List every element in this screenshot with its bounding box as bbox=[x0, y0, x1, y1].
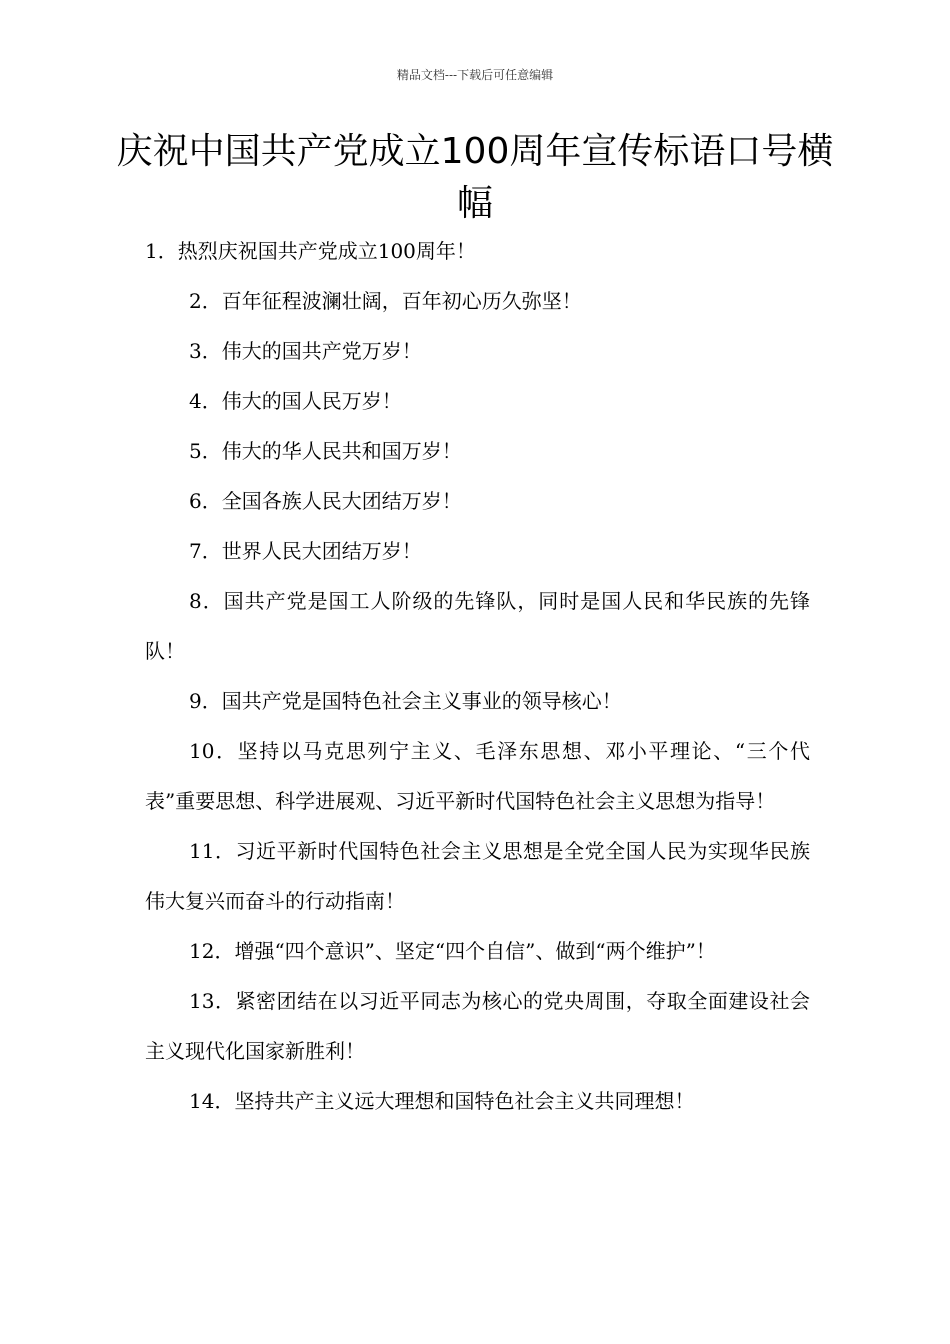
slogan-item: 6．全国各族人民大团结万岁！ bbox=[189, 489, 462, 513]
slogan-item: 10．坚持以马克思列宁主义、毛泽东思想、邓小平理论、“三个代表”重要思想、科学进展观、习近平新时代国特色社会主义思想为指导！ bbox=[145, 739, 810, 813]
document-body bbox=[145, 226, 810, 1126]
slogan-item: 3．伟大的国共产党万岁！ bbox=[189, 339, 422, 363]
slogan-item: 1．热烈庆祝国共产党成立100周年！ bbox=[145, 239, 476, 263]
slogan-item: 11．习近平新时代国特色社会主义思想是全党全国人民为实现华民族伟大复兴而奋斗的行动指南！ bbox=[145, 839, 810, 913]
slogan-item: 14．坚持共产主义远大理想和国特色社会主义共同理想！ bbox=[189, 1089, 695, 1113]
slogan-item: 9．国共产党是国特色社会主义事业的领导核心！ bbox=[189, 689, 622, 713]
slogan-item: 5．伟大的华人民共和国万岁！ bbox=[189, 439, 462, 463]
slogan-item: 4．伟大的国人民万岁！ bbox=[189, 389, 402, 413]
document-title: 庆祝中国共产党成立100周年宣传标语口号横幅 bbox=[116, 131, 834, 224]
slogan-item: 2．百年征程波澜壮阔，百年初心历久弥坚！ bbox=[189, 289, 582, 313]
slogan-item: 7．世界人民大团结万岁！ bbox=[189, 539, 422, 563]
header-note: 精品文档---下载后可任意编辑 bbox=[396, 68, 554, 82]
slogan-item: 13．紧密团结在以习近平同志为核心的党央周围，夺取全面建设社会主义现代化国家新胜利！ bbox=[145, 989, 810, 1063]
slogan-item: 8．国共产党是国工人阶级的先锋队，同时是国人民和华民族的先锋队！ bbox=[145, 589, 810, 663]
slogan-item: 12．增强“四个意识”、坚定“四个自信”、做到“两个维护”！ bbox=[189, 939, 716, 963]
